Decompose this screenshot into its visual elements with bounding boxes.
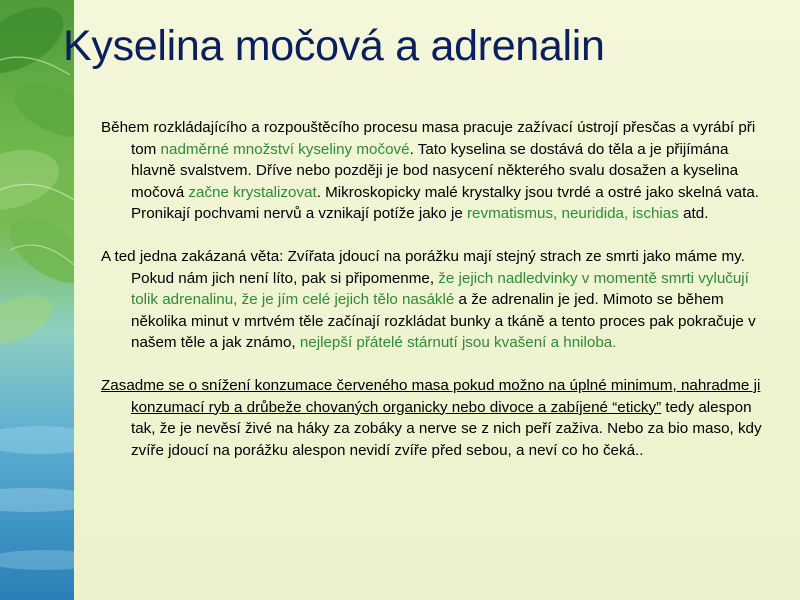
text-run: A ted jedna zakázaná věta: Zvířata jdoucí na porážku mají stejný strach ze smrti jako máme my. Pokud nám jich není líto, pak si připomenme, [101, 247, 745, 287]
text-run: a že adrenalin je jed. Mimoto se během několika minut v mrtvém těle začínají rozkládat bunky a tkáně a tento proces pak pokračuje v našem těle a jak známo, [131, 291, 756, 352]
highlighted-text: že jejich nadledvinky v momentě smrti vylučují tolik adrenalinu, že je jím celé jejich tělo nasáklé [131, 269, 749, 309]
paragraph [101, 246, 771, 354]
paragraph [101, 117, 771, 225]
highlighted-text: nejlepší přátelé stárnutí jsou kvašení a hniloba. [299, 334, 617, 352]
paragraph [101, 375, 771, 461]
highlighted-text: začne krystalizovat [188, 183, 317, 201]
text-run: atd. [678, 205, 709, 223]
text-run: tedy alespon tak, že je nevěsí živé na háky za zobáky a nerve se z nich peří zaživa. Nebo za bio maso, kdy zvíře jdoucí na porážku alespon nevidí zvíře před sebou, a neví co ho čeká.. [131, 398, 762, 459]
highlighted-text: nadměrné množství kyseliny močové [160, 140, 410, 158]
slide-title: Kyselina močová a adrenalin [63, 22, 605, 70]
underlined-text: Zasadme se o snížení konzumace červeného masa pokud možno na úplné minimum, nahradme ji konzumací ryb a drůbeže chovaných organicky nebo divoce a zabíjené “eticky” [101, 376, 761, 416]
text-run: . Tato kyselina se dostává do těla a je přijímána hlavně svalstvem. Dříve nebo později je bod nasycení některého svalu dosažen a kyselina močová [131, 140, 739, 201]
highlighted-text: revmatismus, neuridida, ischias [466, 205, 679, 223]
text-run: . Mikroskopicky malé krystalky jsou tvrdé a ostré jako skelná vata. Pronikají pochvami nervů a vznikají potíže jako je [131, 183, 760, 223]
leaf-water-decoration [0, 0, 74, 600]
text-run: Během rozkládajícího a rozpouštěcího procesu masa pracuje zažívací ústrojí přesčas a vyrábí při tom [101, 119, 756, 158]
slide-body [101, 117, 771, 482]
leaves-image [0, 0, 74, 600]
